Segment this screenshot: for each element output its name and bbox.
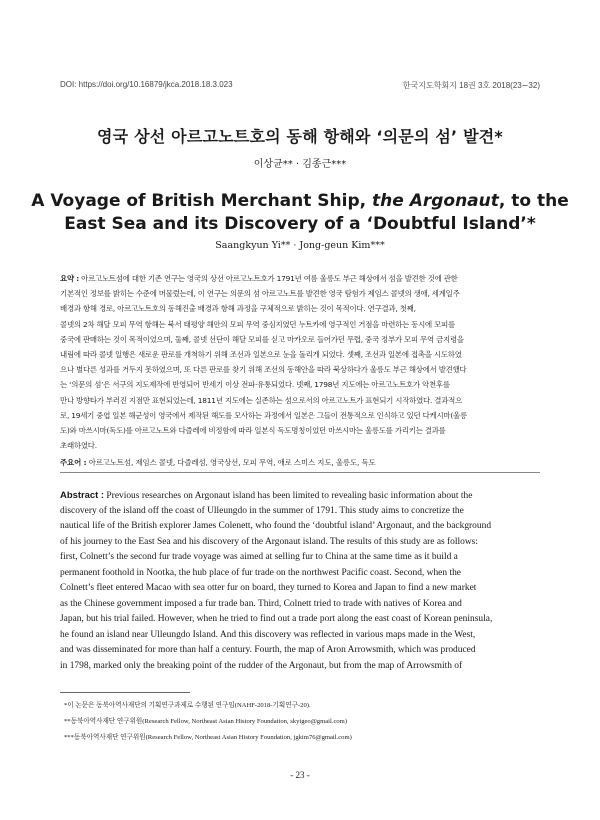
journal-citation: 한국지도학회지 18권 3호 2018(23∼32) (402, 81, 540, 90)
english-abstract-line (60, 659, 540, 675)
english-title-line1 (20, 190, 580, 213)
footnote-item: **동북아역사재단 연구위원(Research Fellow, Northeast Asian History Foundation, skyigeo@gmail.com) (64, 718, 348, 725)
english-abstract-line-text: nautical life of the British explorer James Colenett, who found the ‘doubtful island’ Argonaut, and the background (60, 521, 492, 531)
footnotes (64, 698, 540, 746)
doi-text: DOI: https://doi.org/10.16879/jkca.2018.18.3.023 (60, 80, 233, 89)
korean-abstract-line-text: 중국에 판매하는 것이 목적이었으며, 둘째, 콜넷 선단이 해달 모피를 싣고 마카오로 들어가던 무렵, 중국 정부가 모피 무역 금지령을 (60, 334, 464, 344)
english-abstract-line (60, 566, 540, 582)
korean-abstract (60, 271, 540, 453)
english-authors: Saangkyun Yi** · Jong-geun Kim*** (215, 240, 385, 251)
keywords-label: 주요어 : (60, 458, 87, 467)
english-abstract-line (60, 643, 540, 659)
korean-abstract-line (60, 362, 540, 377)
korean-abstract-line (60, 408, 540, 423)
english-abstract-line (60, 535, 540, 551)
english-title (20, 190, 580, 236)
english-title-line2: East Sea and its Discovery of a ‘Doubtful Island’* (64, 214, 536, 234)
korean-abstract-line (60, 301, 540, 316)
page-number: - 23 - (290, 770, 310, 780)
korean-abstract-line-text: 내림에 따라 콜넷 일행은 새로운 판로를 개척하기 위해 조선과 일본으로 눈을 돌리게 되었다. 셋째, 조선과 일본에 접촉을 시도하였 (60, 349, 462, 359)
english-abstract-line-text: first, Colnett’s the second fur trade voyage was aimed at selling fur to China at the same time as it build a (60, 552, 458, 562)
english-abstract-line (60, 519, 540, 535)
korean-authors: 이상균** · 김종근*** (253, 159, 347, 170)
korean-abstract-line-text: 콜넷의 2차 해달 모피 무역 항해는 북서 태평양 해안의 모피 무역 중심지였던 누트카에 영구적인 거점을 마련하는 동시에 모피를 (60, 319, 455, 329)
english-abstract-line-text: in 1798, marked only the breaking point of the rudder of the Argonaut, but from the map of Arrowsmith of (60, 660, 463, 671)
korean-abstract-line-text: 만나 방향타가 부러진 지점만 표현되었는데, 1811년 지도에는 실존하는 섬으로서의 아르고노트가 표현되기 시작하였다. 결과적으 (60, 395, 463, 405)
korean-abstract-line-text: 배경과 항해 경로, 아르고노트호의 동해진출 배경과 항해 과정을 구체적으로 밝히는 것이 목적이다. 연구결과, 첫째, (60, 304, 416, 314)
korean-abstract-label: 요약 : (60, 274, 80, 283)
korean-abstract-line (60, 423, 540, 438)
section-divider (60, 472, 540, 473)
english-abstract-line (60, 597, 540, 613)
korean-abstract-line (60, 271, 540, 286)
korean-abstract-line (60, 286, 540, 301)
footnote-item: ***동북아역사재단 연구위원(Research Fellow, Northeast Asian History Foundation, jgkim76@gmail.com) (64, 734, 352, 741)
page-header (60, 80, 540, 91)
korean-abstract-line-text: 초래하였다. (60, 441, 97, 451)
korean-abstract-line-text: 아르고노트섬에 대한 기존 연구는 영국의 상선 아르고노트호가 1791년 여름 울릉도 부근 해상에서 섬을 발견한 것에 관한 (79, 274, 458, 283)
english-abstract-line (60, 550, 540, 566)
english-abstract-line-text: permanent foothold in Nootka, the hub place of fur trade on the northwest Pacific coast. Second, when the (60, 567, 461, 578)
english-abstract-line (60, 581, 540, 597)
english-title-part1: A Voyage of British Merchant Ship, (31, 191, 373, 211)
english-abstract-line-text: as the Chinese government imposed a fur trade ban. Third, Colnett tried to trade with natives of Korea and (60, 598, 462, 609)
english-abstract-line-text: Japan, but his trial failed. However, when he tried to find out a trade port along the east coast of Korean peninsula, (60, 614, 493, 624)
english-abstract-line (60, 504, 540, 520)
english-abstract-line (60, 628, 540, 644)
english-abstract-line (60, 488, 540, 504)
korean-abstract-line (60, 332, 540, 347)
english-abstract (60, 488, 540, 674)
korean-title: 영국 상선 아르고노트호의 동해 항해와 ‘의문의 섬’ 발견* (97, 127, 503, 146)
english-abstract-line-text: of his journey to the East Sea and his discovery of the Argonaut island. The results of this study are as follows: (60, 536, 478, 547)
korean-abstract-line-text: 도)와 마쓰시마(독도)를 아르고노트와 다즐레에 비정함에 따라 일본식 독도명칭이었던 마쓰시마는 울릉도를 가리키는 결과를 (60, 425, 446, 435)
korean-abstract-line-text: 는 ‘의문의 섬’은 서구의 지도제작에 반영되어 반세기 이상 전파·유통되었다. 넷째, 1798년 지도에는 아르고노트호가 악천후를 (60, 380, 450, 390)
korean-abstract-line-text: 기본적인 정보를 밝히는 수준에 머물렀는데, 이 연구는 의문의 섬 아르고노트를 발견한 영국 탐험가 제임스 콜넷의 생애, 세계일주 (60, 289, 460, 299)
keywords-text: 아르고노트섬, 제임스 콜넷, 다즐레섬, 영국상선, 모피 무역, 애로 스미스 지도, 울릉도, 독도 (86, 458, 376, 467)
english-abstract-line-text: discovery of the island off the coast of Ulleungdo in the summer of 1791. This study aims to concretize the (60, 505, 464, 516)
english-title-italic: the Argonaut (372, 191, 499, 211)
footnote-divider (60, 692, 190, 693)
english-abstract-line-text: Colnett’s fleet entered Macao with sea otter fur on board, they turned to Korea and Japan to find a new market (60, 583, 477, 593)
english-title-part2: , to the (498, 191, 569, 211)
english-abstract-line-text: he found an island near Ulleungdo Island. And this discovery was reflected in various maps made in the West, (60, 629, 476, 640)
korean-abstract-line (60, 438, 540, 453)
korean-abstract-line (60, 393, 540, 408)
korean-abstract-line-text: 로, 19세기 중엽 일본 해군성이 영국에서 제작된 해도를 모사하는 과정에서 일본은 그들이 전통적으로 인식하고 있던 다케시마(울릉 (60, 410, 467, 420)
english-abstract-line-text: and was disseminated for more than half a century. Fourth, the map of Aron Arrowsmith, which was produced (60, 645, 476, 655)
korean-abstract-line (60, 317, 540, 332)
english-abstract-line-text: Previous researches on Argonaut island has been limited to revealing basic information about the (104, 491, 473, 501)
footnote-item: *이 논문은 동북아역사재단의 기획연구과제로 수행된 연구임(NAHF-2018-기획연구-20). (64, 702, 311, 709)
english-abstract-line (60, 612, 540, 628)
english-abstract-label: Abstract : (60, 490, 105, 501)
korean-abstract-line (60, 347, 540, 362)
korean-abstract-line-text: 으나 별다른 성과를 거두지 못하였으며, 또 다른 판로를 찾기 위해 조선의 동해안을 따라 북상하다가 울릉도 부근 해상에서 발견했다 (60, 365, 467, 375)
korean-abstract-line (60, 377, 540, 392)
korean-keywords (60, 457, 540, 468)
